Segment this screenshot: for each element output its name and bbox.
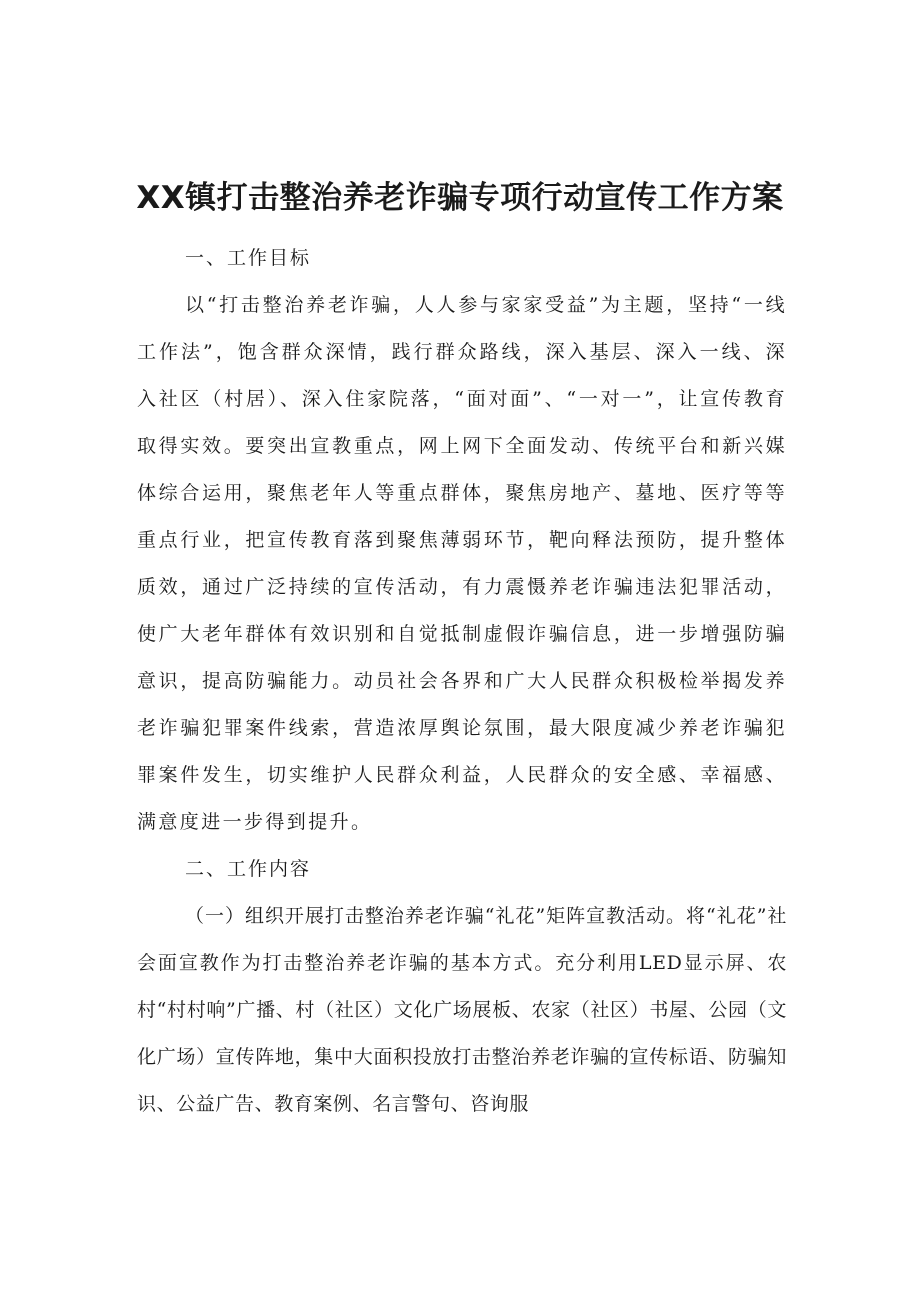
document-body <box>137 235 787 1128</box>
section-heading: 一、工作目标 <box>185 247 312 269</box>
paragraph: 以“打击整治养老诈骗，人人参与家家受益”为主题，坚持“一线工作法”，饱含群众深情，践行群众路线，深入基层、深入一线、深入社区（村居）、深入住家院落，“面对面”、“一对一”，让宣传教育取得实效。要突出宣教重点，网上网下全面发动、传统平台和新兴媒体综合运用，聚焦老年人等重点群体，聚焦房地产、墓地、医疗等等重点行业，把宣传教育落到聚焦薄弱环节，靶向释法预防，提升整体质效，通过广泛持续的宣传活动，有力震慑养老诈骗违法犯罪活动，使广大老年群体有效识别和自觉抵制虚假诈骗信息，进一步增强防骗意识，提高防骗能力。动员社会各界和广大人民群众积极检举揭发养老诈骗犯罪案件线索，营造浓厚舆论氛围，最大限度减少养老诈骗犯罪案件发生，切实维护人民群众利益，人民群众的安全感、幸福感、满意度进一步得到提升。 <box>137 294 787 833</box>
paragraph: （一）组织开展打击整治养老诈骗“礼花”矩阵宣教活动。将“礼花”社会面宣教作为打击整治养老诈骗的基本方式。充分利用LED显示屏、农村“村村响”广播、村（社区）文化广场展板、农家（社区）书屋、公园（文化广场）宣传阵地，集中大面积投放打击整治养老诈骗的宣传标语、防骗知识、公益广告、教育案例、名言警句、咨询服 <box>137 905 787 1115</box>
section-work-content <box>137 846 787 1128</box>
section-work-goals <box>137 235 787 846</box>
section-heading: 二、工作内容 <box>185 858 312 880</box>
document-title: XX镇打击整治养老诈骗专项行动宣传工作方案 <box>136 180 784 216</box>
